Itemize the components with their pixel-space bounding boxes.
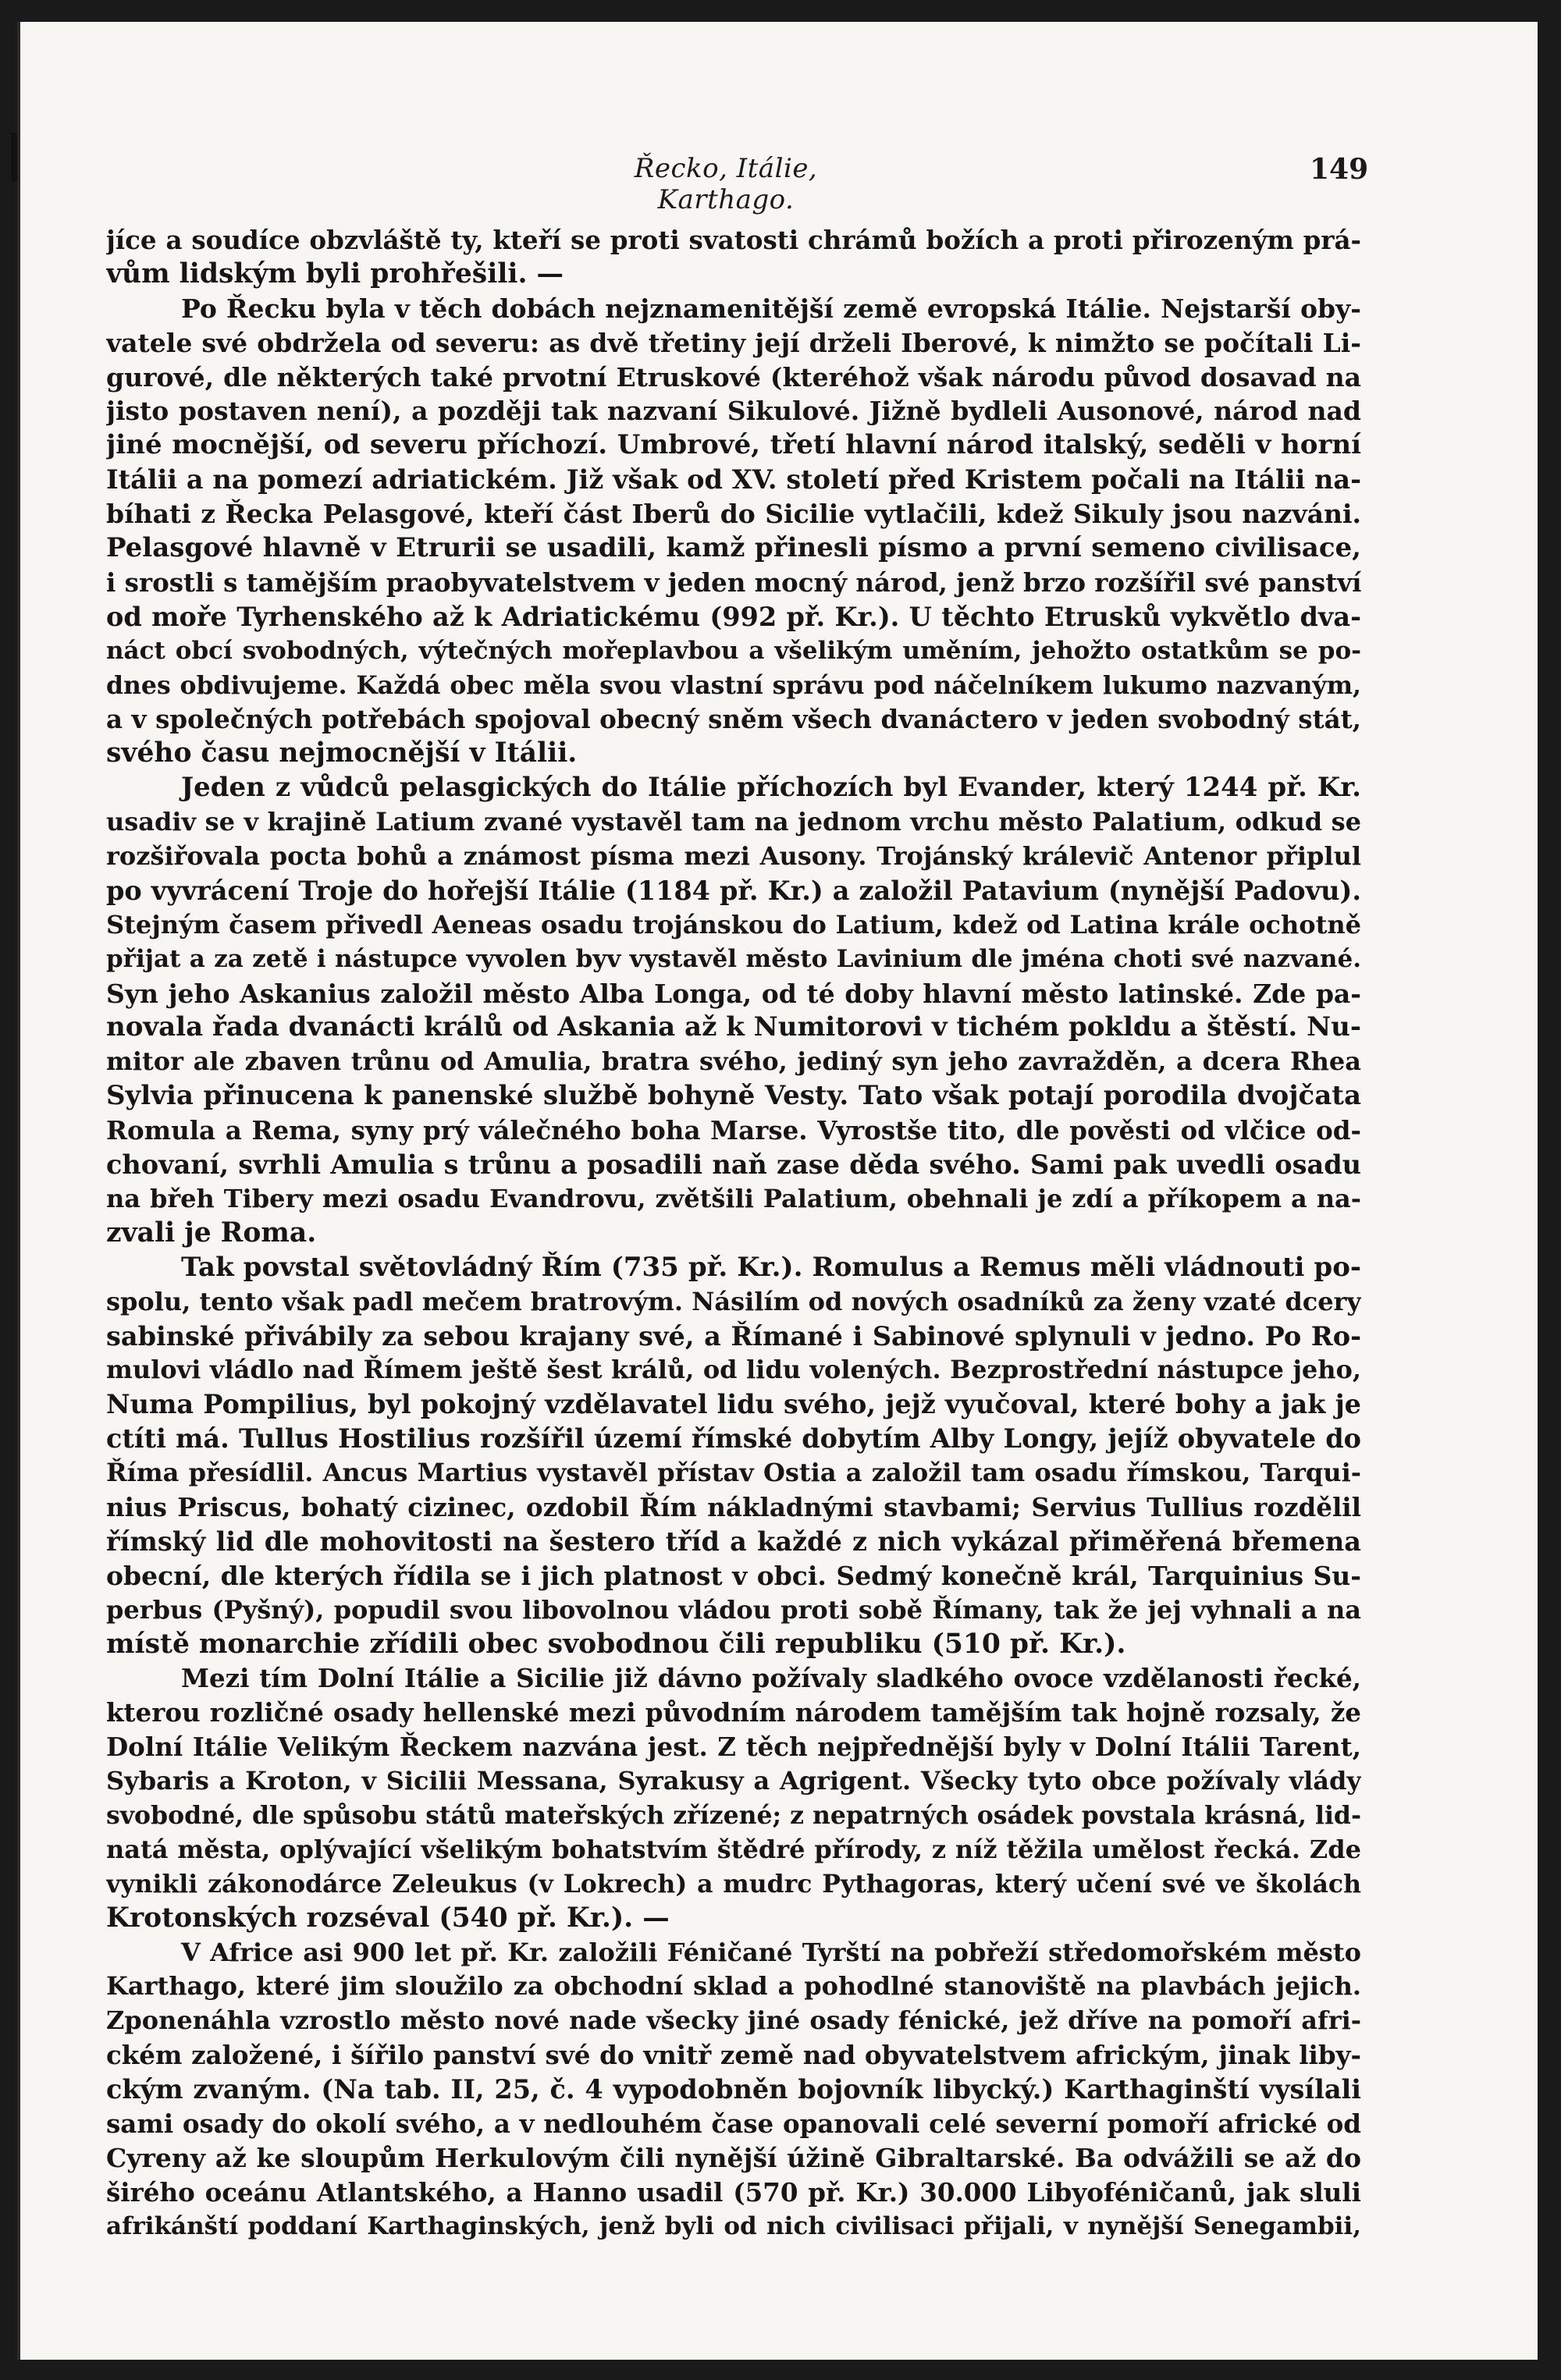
text-line: i srostli s tamějším praobyvatelstvem v jeden mocný národ, jenž brzo rozšířil své panství [106,567,1361,598]
text-line: rozšiřovala pocta bohů a známost písma mezi Ausony. Trojánský králevič Antenor připlul [106,841,1361,872]
text-line: novala řada dvanácti králů od Askania až k Numitorovi v tichém pokldu a štěstí. Nu- [106,1011,1361,1043]
text-line: svého času nejmocnější v Itálii. [106,737,578,769]
text-line: sabinské přivábily za sebou krajany své, a Římané i Sabinové splynuli v jedno. Po Ro- [106,1320,1361,1352]
text-line: V Africe asi 900 let př. Kr. založili Féničané Tyrští na pobřeží středomořském město [181,1937,1361,1967]
text-line: gurové, dle některých také prvotní Etruskové (kteréhož však národu původ dosavad na [106,361,1361,393]
text-line: ctíti má. Tullus Hostilius rozšířil území římské dobytím Alby Longy, jejíž obyvatele do [106,1423,1361,1455]
text-line: Tak povstal světovládný Řím (735 př. Kr.). Romulus a Remus měli vládnouti po- [181,1251,1361,1283]
text-line: Po Řecku byla v těch dobách nejznamenitější země evropská Itálie. Nejstarší oby- [181,293,1361,324]
text-line: kterou rozličné osady hellenské mezi původním národem tamějším tak hojně rozsaly, že [106,1697,1361,1728]
text-line: Mezi tím Dolní Itálie a Sicilie již dávno požívaly sladkého ovoce vzdělanosti řecké, [181,1663,1361,1694]
text-line: mitor ale zbaven trůnu od Amulia, bratra svého, jediný syn jeho zavražděn, a dcera Rhea [106,1046,1361,1077]
text-line: vynikli zákonodárce Zeleukus (v Lokrech) a mudrc Pythagoras, který učení své ve školách [106,1869,1361,1899]
text-line: obecní, dle kterých řídila se i jich platnost v obci. Sedmý konečně král, Tarquinius Su- [106,1560,1361,1591]
text-line: Říma přesídlil. Ancus Martius vystavěl přístav Ostia a založil tam osadu římskou, Tarqui- [106,1458,1361,1488]
text-line: jiné mocnější, od severu příchozí. Umbrové, třetí hlavní národ italský, seděli v horní [106,429,1361,461]
text-line: Sylvia přinucena k panenské službě bohyně Vesty. Tato však potají porodila dvojčata [106,1080,1361,1112]
text-line: vatele své obdržela od severu: as dvě třetiny její drželi Iberové, k nimžto se počítali Li- [106,327,1361,358]
text-line: Pelasgové hlavně v Etrurii se usadili, kamž přinesli písmo a první semeno civilisace, [106,532,1361,564]
running-title: Řecko, Itálie, Karthago. [634,153,818,215]
text-line: Jeden z vůdců pelasgických do Itálie příchozích byl Evander, který 1244 př. Kr. [181,772,1361,804]
text-line: Zponenáhla vzrostlo město nové nade všecky jiné osady fénické, jež dříve na pomoří afri- [106,2005,1361,2036]
text-line: Itálii a na pomezí adriatickém. Již však od XV. století před Kristem počali na Itálii na- [106,464,1361,496]
text-line: Stejným časem přivedl Aeneas osadu trojánskou do Latium, kdež od Latina krále ochotně [106,909,1361,940]
text-line: jisto postaven není), a později tak nazvaní Sikulové. Jižně bydleli Ausonové, národ nad [106,396,1361,427]
text-line: po vyvrácení Troje do hořejší Itálie (1184 př. Kr.) a založil Patavium (nynější Padovu). [106,875,1361,906]
text-line: nius Priscus, bohatý cizinec, ozdobil Řím nákladnými stavbami; Servius Tullius rozdělil [106,1491,1361,1522]
text-line: Cyreny až ke sloupům Herkulovým čili nynější úžině Gibraltarské. Ba odvážili se až do [106,2142,1361,2173]
text-line: ckém založené, i šířilo panství své do vnitř země nad obyvatelstvem africkým, jinak liby- [106,2040,1361,2071]
text-line: vům lidským byli prohřešili. — [106,258,564,290]
text-line: usadiv se v krajině Latium zvané vystavěl tam na jednom vrchu město Palatium, odkud se [106,807,1361,837]
text-line: mulovi vládlo nad Římem ještě šest králů, od lidu volených. Bezprostřední nástupce jeho, [106,1355,1361,1385]
body-text [106,223,1361,2244]
text-line: zvali je Roma. [106,1217,317,1249]
text-line: Dolní Itálie Velikým Řeckem nazvána jest. Z těch nejpřednější byly v Dolní Itálii Tarent, [106,1732,1361,1763]
text-line: chovaní, svrhli Amulia s trůnu a posadili naň zase děda svého. Sami pak uvedli osadu [106,1149,1361,1181]
text-line: na břeh Tibery mezi osadu Evandrovu, zvětšili Palatium, obehnali je zdí a příkopem a na- [106,1183,1361,1213]
text-line: Karthago, které jim sloužilo za obchodní sklad a pohodlné stanoviště na plavbách jejich. [106,1971,1361,2002]
text-line: Romula a Rema, syny prý válečného boha Marse. Vyrostše tito, dle pověsti od vlčice od- [106,1115,1361,1146]
text-line: Sybaris a Kroton, v Sicilii Messana, Syrakusy a Agrigent. Všecky tyto obce požívaly vlády [106,1766,1361,1796]
text-line: perbus (Pyšný), popudil svou libovolnou vládou proti sobě Římany, tak že jej vyhnali a na [106,1594,1361,1625]
text-line: svobodné, dle spůsobu států mateřských zřízené; z nepatrných osádek povstala krásná, lid- [106,1800,1361,1830]
text-line: širého oceánu Atlantského, a Hanno usadil (570 př. Kr.) 30.000 Libyoféničanů, jak sluli [106,2176,1361,2208]
page-number: 149 [1310,153,1369,186]
text-line: jíce a soudíce obzvláště ty, kteří se proti svatosti chrámů božích a proti přirozeným prá- [106,225,1361,255]
text-line: Numa Pompilius, byl pokojný vzdělavatel lidu svého, jejž vyučoval, které bohy a jak je [106,1389,1361,1420]
text-line: římský lid dle mohovitosti na šestero tříd a každé z nich vykázal přiměřená břemena [106,1526,1361,1557]
text-line: a v společných potřebách spojoval obecný sněm všech dvanáctero v jeden svobodný stát, [106,704,1361,735]
text-line: ckým zvaným. (Na tab. II, 25, č. 4 vypodobněn bojovník libycký.) Karthaginští vysílali [106,2074,1361,2105]
text-line: náct obcí svobodných, výtečných mořeplavbou a všelikým uměním, jehožto ostatkům se po- [106,636,1361,665]
text-line: dnes obdivujeme. Každá obec měla svou vlastní správu pod náčelníkem lukumo nazvaným, [106,670,1361,700]
text-line: spolu, tento však padl mečem bratrovým. Násilím od nových osadníků za ženy vzaté dcery [106,1286,1361,1316]
text-line: Krotonských rozséval (540 př. Kr.). — [106,1902,670,1934]
text-line: natá města, oplývající všelikým bohatstvím štědré přírody, z níž těžila umělost řecká. Zde [106,1834,1361,1864]
text-line: sami osady do okolí svého, a v nedlouhém čase opanovali celé severní pomoří africké od [106,2108,1361,2139]
text-line: přijat a za zetě i nástupce vyvolen byv vystavěl město Lavinium dle jména choti své nazvané. [106,944,1361,973]
text-line: bíhati z Řecka Pelasgové, kteří část Iberů do Sicilie vytlačili, kdež Sikuly jsou nazváni. [106,499,1361,530]
text-line: od moře Tyrhenského až k Adriatickému (992 př. Kr.). U těchto Etrusků vykvětlo dva- [106,601,1361,632]
text-line: místě monarchie zřídili obec svobodnou čili republiku (510 př. Kr.). [106,1628,1126,1660]
text-line: Syn jeho Askanius založil město Alba Longa, od té doby hlavní město latinské. Zde pa- [106,978,1361,1009]
text-line: afrikánští poddaní Karthaginských, jenž byli od nich civilisaci přijali, v nynější Senegambii, [106,2211,1361,2240]
